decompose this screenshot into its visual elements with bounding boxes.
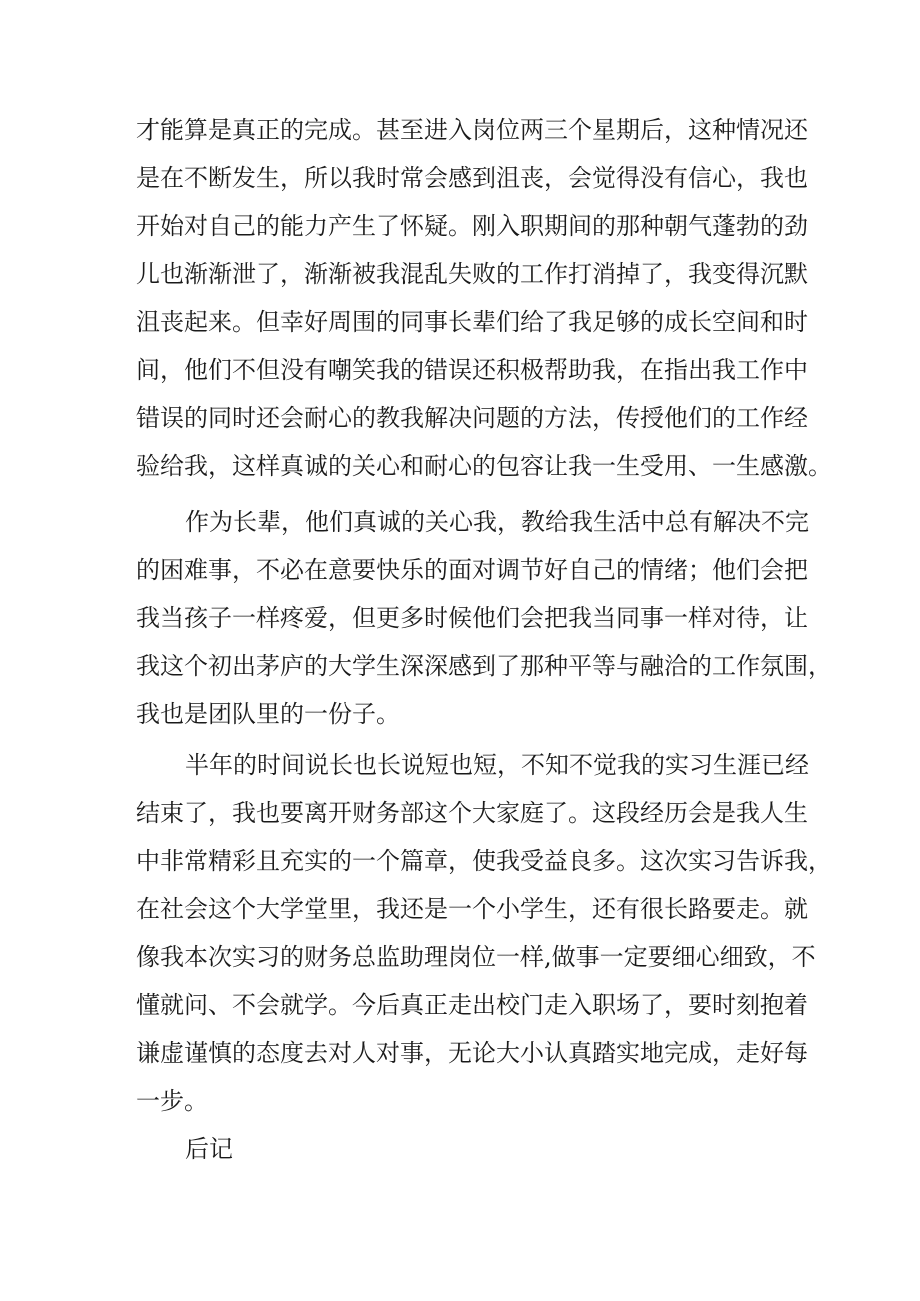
paragraph-3-line-1 <box>0 741 920 789</box>
paragraph-2-line-4 <box>0 642 920 690</box>
text-line: 的困难事，不必在意要快乐的面对调节好自己的情绪；他们会把 <box>136 556 808 584</box>
paragraph-3-line-7 <box>0 1029 920 1077</box>
paragraph-1-line-1 <box>0 106 920 154</box>
paragraph-3-line-5 <box>0 933 920 981</box>
paragraph-3-line-6 <box>0 981 920 1029</box>
text-line: 错误的同时还会耐心的教我解决问题的方法，传授他们的工作经 <box>136 404 808 432</box>
paragraph-2-line-1 <box>0 498 920 546</box>
paragraph-3-line-2 <box>0 789 920 837</box>
paragraph-4-line-1 <box>0 1125 920 1173</box>
paragraph-1-line-8 <box>0 442 920 490</box>
text-line: 是在不断发生，所以我时常会感到沮丧，会觉得没有信心，我也 <box>136 164 808 192</box>
paragraph-2-line-2 <box>0 546 920 594</box>
paragraph-2-line-5 <box>0 690 920 738</box>
text-line: 开始对自己的能力产生了怀疑。刚入职期间的那种朝气蓬勃的劲 <box>136 212 808 240</box>
paragraph-1-line-7 <box>0 394 920 442</box>
text-line: 一步。 <box>136 1087 208 1115</box>
paragraph-1-line-6 <box>0 346 920 394</box>
text-line: 像我本次实习的财务总监助理岗位一样,做事一定要细心细致，不 <box>136 943 816 971</box>
text-line: 作为长辈，他们真诚的关心我，教给我生活中总有解决不完 <box>185 508 809 536</box>
text-line: 儿也渐渐泄了，渐渐被我混乱失败的工作打消掉了，我变得沉默 <box>136 260 808 288</box>
paragraph-1-line-5 <box>0 298 920 346</box>
text-line: 我也是团队里的一份子。 <box>136 700 400 728</box>
text-line: 我这个初出茅庐的大学生深深感到了那种平等与融洽的工作氛围， <box>136 652 832 680</box>
paragraph-3-line-8 <box>0 1077 920 1125</box>
paragraph-1-line-4 <box>0 250 920 298</box>
text-line: 验给我，这样真诚的关心和耐心的包容让我一生受用、一生感激。 <box>136 452 832 480</box>
paragraph-3-line-3 <box>0 837 920 885</box>
text-line: 我当孩子一样疼爱，但更多时候他们会把我当同事一样对待，让 <box>136 604 808 632</box>
paragraph-2-line-3 <box>0 594 920 642</box>
text-line: 在社会这个大学堂里，我还是一个小学生，还有很长路要走。就 <box>136 895 808 923</box>
text-line: 懂就问、不会就学。今后真正走出校门走入职场了，要时刻抱着 <box>136 991 808 1019</box>
paragraph-1-line-3 <box>0 202 920 250</box>
text-line: 间，他们不但没有嘲笑我的错误还积极帮助我，在指出我工作中 <box>136 356 808 384</box>
paragraph-1-line-2 <box>0 154 920 202</box>
paragraph-3-line-4 <box>0 885 920 933</box>
text-line: 后记 <box>185 1135 233 1163</box>
text-line: 中非常精彩且充实的一个篇章，使我受益良多。这次实习告诉我， <box>136 847 832 875</box>
text-line: 半年的时间说长也长说短也短，不知不觉我的实习生涯已经 <box>185 751 809 779</box>
text-line: 谦虚谨慎的态度去对人对事，无论大小认真踏实地完成，走好每 <box>136 1039 808 1067</box>
text-line: 结束了，我也要离开财务部这个大家庭了。这段经历会是我人生 <box>136 799 808 827</box>
text-line: 才能算是真正的完成。甚至进入岗位两三个星期后，这种情况还 <box>136 116 808 144</box>
text-line: 沮丧起来。但幸好周围的同事长辈们给了我足够的成长空间和时 <box>136 308 808 336</box>
